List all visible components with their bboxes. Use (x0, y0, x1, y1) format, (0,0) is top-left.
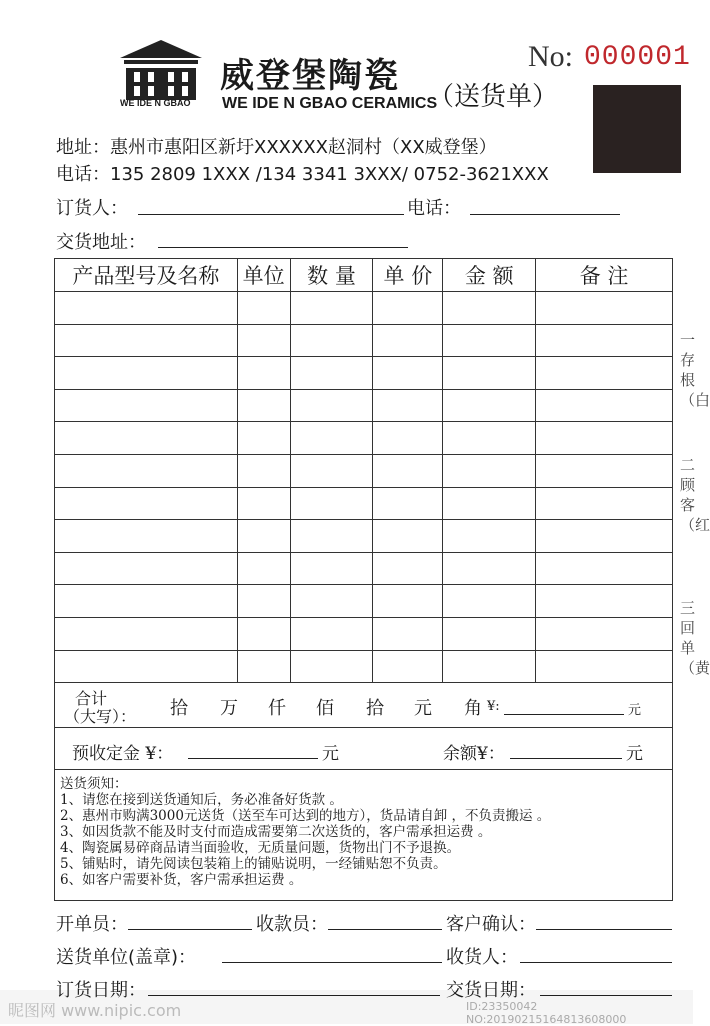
amount-unit-1: 万 (220, 698, 238, 719)
customer-confirm-field[interactable] (536, 929, 672, 930)
table-row (55, 520, 673, 553)
table-cell[interactable] (373, 520, 443, 553)
note-item: 3、如因货款不能及时支付而造成需要第二次送货的，客户需承担运费 。 (60, 824, 492, 840)
table-cell[interactable] (290, 552, 373, 585)
note-item: 5、铺贴时，请先阅读包装箱上的铺贴说明，一经铺贴恕不负责。 (60, 856, 447, 872)
amount-unit-2: 仟 (268, 698, 286, 719)
table-row (55, 389, 673, 422)
table-cell[interactable] (373, 389, 443, 422)
goods-table (54, 258, 673, 683)
deposit-yuan: 元 (322, 744, 339, 764)
notes-title: 送货须知： (60, 776, 128, 792)
balance-field[interactable] (510, 758, 622, 759)
table-cell[interactable] (55, 292, 238, 325)
delivery-address-label: 交货地址： (56, 232, 146, 253)
note-item: 4、陶瓷属易碎商品请当面验收，无质量问题，货物出门不予退换。 (60, 840, 461, 856)
table-cell[interactable] (290, 389, 373, 422)
order-phone-field[interactable] (470, 214, 620, 215)
table-cell[interactable] (536, 617, 673, 650)
table-cell[interactable] (443, 617, 536, 650)
side-note-char: 回 (680, 619, 696, 637)
table-cell[interactable] (373, 324, 443, 357)
col-header-quantity: 数 量 (290, 259, 373, 292)
table-cell[interactable] (237, 357, 290, 390)
note-item: 1、请您在接到送货通知后，务必准备好货款 。 (60, 792, 343, 808)
table-cell[interactable] (55, 520, 238, 553)
table-cell[interactable] (443, 552, 536, 585)
table-cell[interactable] (443, 585, 536, 618)
balance-yuan: 元 (626, 744, 643, 764)
serial-label: No: (528, 40, 573, 73)
table-row (55, 454, 673, 487)
amount-unit-0: 拾 (170, 698, 188, 719)
receiver-field[interactable] (520, 962, 672, 963)
table-cell[interactable] (290, 487, 373, 520)
table-cell[interactable] (55, 389, 238, 422)
table-cell[interactable] (373, 422, 443, 455)
total-yuan-label: 元 (628, 703, 642, 718)
table-cell[interactable] (237, 324, 290, 357)
table-cell[interactable] (55, 552, 238, 585)
table-cell[interactable] (443, 324, 536, 357)
table-cell[interactable] (536, 585, 673, 618)
table-cell[interactable] (237, 617, 290, 650)
amount-unit-6: 角 (464, 698, 482, 719)
table-cell[interactable] (373, 357, 443, 390)
table-row (55, 552, 673, 585)
table-cell[interactable] (237, 389, 290, 422)
col-header-unit: 单位 (237, 259, 290, 292)
delivery-unit-field[interactable] (222, 962, 442, 963)
table-cell[interactable] (373, 585, 443, 618)
issuer-field[interactable] (128, 929, 252, 930)
table-cell[interactable] (290, 650, 373, 683)
deposit-label: 预收定金 ¥： (72, 744, 174, 764)
amount-unit-5: 元 (414, 698, 432, 719)
amount-unit-4: 拾 (366, 698, 384, 719)
table-cell[interactable] (237, 487, 290, 520)
side-note-char: 一 (680, 331, 696, 349)
table-cell[interactable] (237, 422, 290, 455)
brand-name-en: WE IDE N GBAO CERAMICS (222, 95, 438, 112)
cashier-field[interactable] (328, 929, 442, 930)
totals-divider (54, 727, 673, 728)
table-cell[interactable] (443, 650, 536, 683)
order-date-label: 订货日期： (56, 980, 146, 1001)
table-cell[interactable] (55, 650, 238, 683)
serial-number: 000001 (584, 42, 691, 73)
notes-list (60, 792, 550, 888)
table-cell[interactable] (373, 650, 443, 683)
table-row (55, 422, 673, 455)
table-cell[interactable] (55, 487, 238, 520)
table-row (55, 650, 673, 683)
customer-confirm-label: 客户确认： (446, 914, 536, 935)
table-cell[interactable] (290, 454, 373, 487)
table-cell[interactable] (373, 487, 443, 520)
table-cell[interactable] (55, 617, 238, 650)
table-cell[interactable] (443, 454, 536, 487)
table-cell[interactable] (443, 389, 536, 422)
qr-code-placeholder (593, 85, 681, 173)
col-header-unit-price: 单 价 (373, 259, 443, 292)
table-cell[interactable] (373, 292, 443, 325)
table-cell[interactable] (536, 324, 673, 357)
document-title: （送货单） (428, 82, 559, 112)
table-cell[interactable] (237, 454, 290, 487)
table-cell[interactable] (290, 324, 373, 357)
table-row (55, 324, 673, 357)
col-header-amount: 金 额 (443, 259, 536, 292)
table-cell[interactable] (536, 487, 673, 520)
col-header-product: 产品型号及名称 (55, 259, 238, 292)
side-note-char: 存 (680, 351, 696, 369)
table-cell[interactable] (290, 357, 373, 390)
side-note-char: 客 (680, 496, 696, 514)
side-note-char: 根 (680, 371, 696, 389)
logo-caption: WE IDE N GBAO (120, 98, 191, 108)
table-row (55, 585, 673, 618)
note-item: 2、惠州市购满3000元送货（送至车可达到的地方），货品请自卸 ，不负责搬运 。 (60, 808, 551, 824)
balance-label: 余额¥： (443, 744, 505, 764)
table-cell[interactable] (290, 422, 373, 455)
table-cell[interactable] (237, 520, 290, 553)
table-cell[interactable] (237, 552, 290, 585)
table-cell[interactable] (55, 357, 238, 390)
receiver-label: 收货人： (446, 947, 518, 968)
delivery-address-field[interactable] (158, 247, 408, 248)
table-row (55, 357, 673, 390)
table-row (55, 617, 673, 650)
total-yen-field[interactable] (504, 714, 624, 715)
table-cell[interactable] (290, 292, 373, 325)
orderer-field[interactable] (138, 214, 404, 215)
total-label-uppercase: （大写）： (64, 707, 137, 726)
table-cell[interactable] (443, 292, 536, 325)
table-cell[interactable] (55, 585, 238, 618)
table-cell[interactable] (290, 520, 373, 553)
brand-name-cn: 威登堡陶瓷 (220, 56, 400, 96)
watermark-right: ID:23350042 NO:20190215164813608000 (466, 1000, 627, 1026)
order-phone-label: 电话： (407, 198, 461, 219)
table-cell[interactable] (55, 454, 238, 487)
deposit-field[interactable] (188, 758, 318, 759)
issuer-label: 开单员： (56, 914, 128, 935)
col-header-remarks: 备 注 (536, 259, 673, 292)
table-cell[interactable] (443, 520, 536, 553)
side-note-char: （黄 (680, 659, 710, 677)
total-label: 合计 (75, 689, 108, 708)
side-note-char: 二 (680, 456, 696, 474)
table-row (55, 487, 673, 520)
table-cell[interactable] (536, 552, 673, 585)
table-cell[interactable] (55, 324, 238, 357)
amount-unit-3: 佰 (316, 698, 334, 719)
side-note-copy-3 (680, 598, 710, 678)
total-yen-label: ¥: (487, 699, 500, 714)
side-note-copy-1 (680, 330, 710, 410)
watermark-left: 昵图网 www.nipic.com (8, 1001, 182, 1020)
table-cell[interactable] (536, 422, 673, 455)
table-cell[interactable] (536, 357, 673, 390)
company-phone: 电话：135 2809 1XXX /134 3341 3XXX/ 0752-3621XXX (56, 164, 549, 185)
table-cell[interactable] (237, 585, 290, 618)
note-item: 6、如客户需要补货，客户需承担运费 。 (60, 872, 303, 888)
side-note-copy-2 (680, 455, 710, 535)
side-note-char: （白 (680, 391, 710, 409)
delivery-unit-label: 送货单位(盖章)： (56, 947, 197, 968)
table-cell[interactable] (373, 454, 443, 487)
table-header-row (55, 259, 673, 292)
table-cell[interactable] (290, 585, 373, 618)
delivery-date-label: 交货日期： (446, 980, 536, 1001)
table-cell[interactable] (536, 389, 673, 422)
table-cell[interactable] (536, 650, 673, 683)
company-address: 地址：惠州市惠阳区新圩XXXXXX赵洞村（XX威登堡） (56, 137, 497, 158)
table-cell[interactable] (536, 520, 673, 553)
table-cell[interactable] (443, 357, 536, 390)
table-row (55, 292, 673, 325)
table-cell[interactable] (373, 617, 443, 650)
table-cell[interactable] (373, 552, 443, 585)
side-note-char: （红 (680, 516, 710, 534)
table-cell[interactable] (237, 650, 290, 683)
table-cell[interactable] (536, 454, 673, 487)
table-cell[interactable] (536, 292, 673, 325)
side-note-char: 三 (680, 599, 696, 617)
table-cell[interactable] (55, 422, 238, 455)
table-cell[interactable] (443, 422, 536, 455)
side-note-char: 单 (680, 639, 696, 657)
table-cell[interactable] (237, 292, 290, 325)
table-cell[interactable] (290, 617, 373, 650)
cashier-label: 收款员： (256, 914, 328, 935)
orderer-label: 订货人： (56, 198, 128, 219)
table-cell[interactable] (443, 487, 536, 520)
side-note-char: 顾 (680, 476, 696, 494)
